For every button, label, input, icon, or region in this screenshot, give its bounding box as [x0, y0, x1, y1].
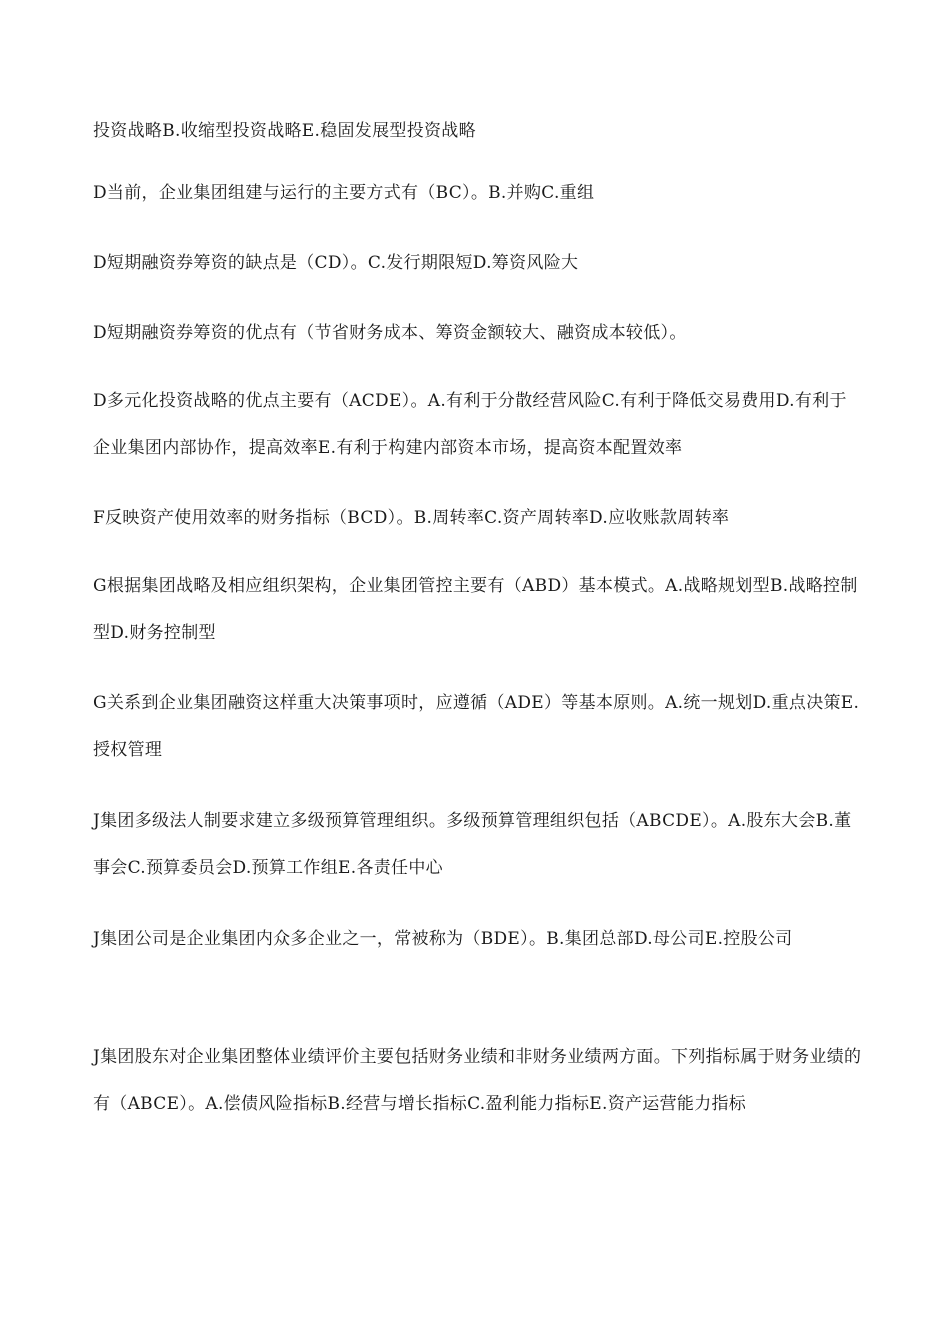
- paragraph-financing-principles: G关系到企业集团融资这样重大决策事项时，应遵循（ADE）等基本原则。A.统一规划D.重点决策E.授权管理: [93, 693, 860, 760]
- paragraph-short-term-bond-cons: D短期融资券筹资的缺点是（CD）。C.发行期限短D.筹资风险大: [93, 253, 579, 273]
- paragraph-short-term-bond-pros: D短期融资券筹资的优点有（节省财务成本、筹资金额较大、融资成本较低）。: [93, 323, 687, 343]
- paragraph-asset-efficiency: F反映资产使用效率的财务指标（BCD）。B.周转率C.资产周转率D.应收账款周转率: [93, 508, 730, 528]
- paragraph-diversification-pros: D多元化投资战略的优点主要有（ACDE）。A.有利于分散经营风险C.有利于降低交易费用D.有利于企业集团内部协作，提高效率E.有利于构建内部资本市场，提高资本配置效率: [93, 391, 847, 458]
- paragraph-group-company: J集团公司是企业集团内众多企业之一，常被称为（BDE）。B.集团总部D.母公司E.控股公司: [93, 929, 793, 949]
- paragraph-performance-evaluation: J集团股东对企业集团整体业绩评价主要包括财务业绩和非财务业绩两方面。下列指标属于财务业绩的有（ABCE）。A.偿债风险指标B.经营与增长指标C.盈利能力指标E.资产运营能力指标: [93, 1047, 862, 1114]
- paragraph-investment-strategy-tail: 投资战略B.收缩型投资战略E.稳固发展型投资战略: [93, 121, 476, 141]
- paragraph-control-modes: G根据集团战略及相应组织架构，企业集团管控主要有（ABD）基本模式。A.战略规划型B.战略控制型D.财务控制型: [93, 576, 858, 643]
- paragraph-budget-organization: J集团多级法人制要求建立多级预算管理组织。多级预算管理组织包括（ABCDE）。A.股东大会B.董事会C.预算委员会D.预算工作组E.各责任中心: [93, 811, 852, 878]
- paragraph-group-formation: D当前，企业集团组建与运行的主要方式有（BC）。B.并购C.重组: [93, 183, 595, 203]
